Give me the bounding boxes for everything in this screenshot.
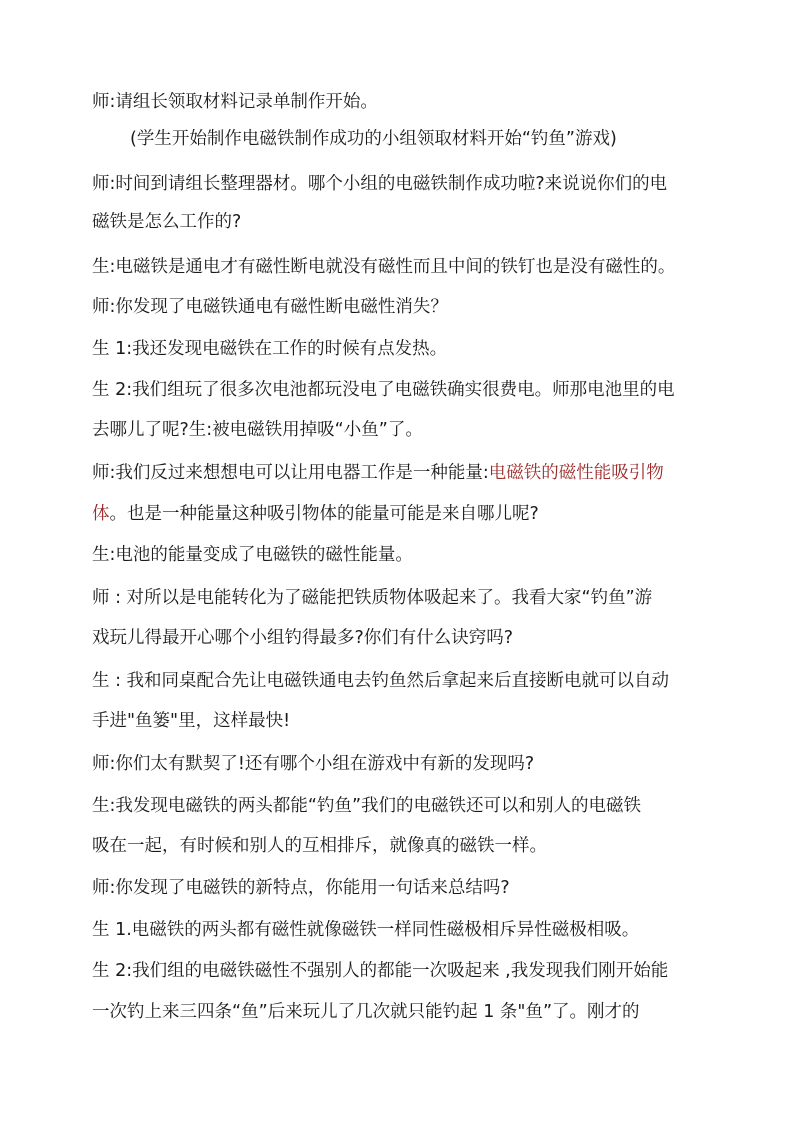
text-segment: 师:时间到请组长整理器材。哪个小组的电磁铁制作成功啦?来说说你们的电 [92,174,668,194]
text-segment: 师:你发现了电磁铁的新特点，你能用一句话来总结吗? [92,878,510,898]
text-line [92,543,712,567]
text-line [130,127,750,151]
text-line [92,90,712,114]
text-line [92,876,712,900]
text-segment: 师:你们太有默契了!还有哪个小组在游戏中有新的发现吗? [92,754,535,774]
highlighted-text: 体 [92,504,110,524]
text-segment: 生 1.电磁铁的两头都有磁性就像磁铁一样同性磁极相斥异性磁极相吸。 [92,920,640,940]
text-line [92,709,712,733]
text-line [92,295,712,319]
text-line [92,337,712,361]
text-segment: (学生开始制作电磁铁制作成功的小组领取材料开始“钓鱼”游戏) [130,129,617,149]
text-segment: 手进"鱼篓"里，这样最快! [92,711,291,731]
text-line [92,502,712,526]
text-segment: 师:请组长领取材料记录单制作开始。 [92,92,378,112]
text-segment: 吸在一起，有时候和别人的互相排斥，就像真的磁铁一样。 [92,836,547,856]
text-line [92,959,712,983]
text-segment: 磁铁是怎么工作的? [92,212,242,232]
text-segment: 生 2:我们组玩了很多次电池都玩没电了电磁铁确实很费电。师那电池里的电 [92,380,675,400]
highlighted-text: 电磁铁的磁性能吸引物 [488,463,664,483]
text-segment: 生:我发现电磁铁的两头都能“钓鱼”我们的电磁铁还可以和别人的电磁铁 [92,796,642,816]
text-segment: 去哪儿了呢?生:被电磁铁用掉吸“小鱼”了。 [92,420,423,440]
text-segment: 生 2:我们组的电磁铁磁性不强别人的都能一次吸起来 ,我发现我们刚开始能 [92,961,669,981]
text-line [92,418,712,442]
text-segment: 。也是一种能量这种吸引物体的能量可能是来自哪儿呢? [109,504,539,524]
text-line [92,172,712,196]
text-segment: 戏玩儿得最开心哪个小组钓得最多?你们有什么诀窍吗? [92,628,514,648]
text-line [92,752,712,776]
text-segment: 生 1:我还发现电磁铁在工作的时候有点发热。 [92,339,448,359]
text-segment: 生:电磁铁是通电才有磁性断电就没有磁性而且中间的铁钉也是没有磁性的。 [92,257,676,277]
text-line [92,669,712,693]
text-line [92,834,712,858]
text-segment: 一次钓上来三四条“鱼”后来玩儿了几次就只能钓起 1 条"鱼”了。刚才的 [92,1002,640,1022]
text-segment: 师:你发现了电磁铁通电有磁性断电磁性消失？ [92,297,448,317]
text-segment: 生 : 我和同桌配合先让电磁铁通电去钓鱼然后拿起来后直接断电就可以自动 [92,671,670,691]
text-line [92,626,712,650]
text-line [92,1000,712,1024]
text-segment: 师:我们反过来想想电可以让用电器工作是一种能量: [92,463,489,483]
text-segment: 生:电池的能量变成了电磁铁的磁性能量。 [92,545,413,565]
text-line [92,586,712,610]
text-line [92,461,712,485]
text-segment: 师 : 对所以是电能转化为了磁能把铁质物体吸起来了。我看大家“钓鱼”游 [92,588,653,608]
text-line [92,918,712,942]
text-line [92,210,712,234]
text-line [92,378,712,402]
text-line [92,255,712,279]
text-line [92,794,712,818]
